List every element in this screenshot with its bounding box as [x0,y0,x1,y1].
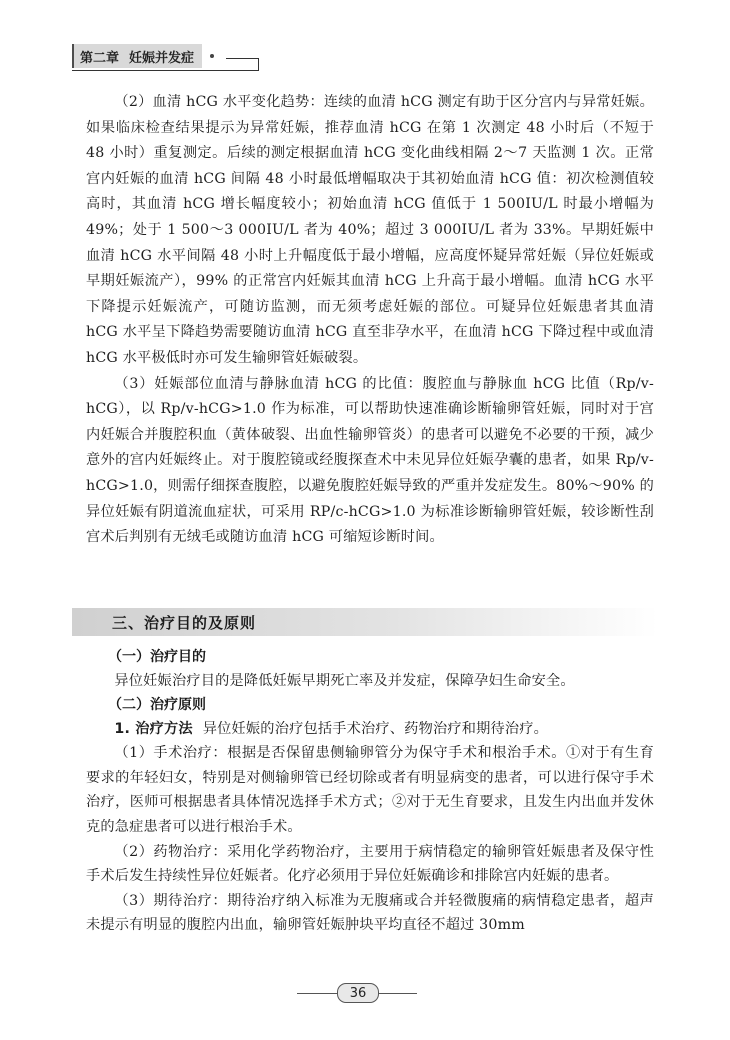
subheading-treatment-principle: （二）治疗原则 [108,696,206,713]
paragraph-treatment-goal: 异位妊娠治疗目的是降低妊娠早期死亡率及并发症，保障孕妇生命安全。 [114,673,575,689]
paragraph-hcg-ratio: （3）妊娠部位血清与静脉血清 hCG 的比值：腹腔血与静脉血 hCG 比值（Rp/v-hCG），以 Rp/v-hCG>1.0 作为标准，可以帮助快速准确诊断输卵管妊娠，同时对于宫内妊娠合并腹腔积血（黄体破裂、出血性输卵管炎）的患者可以避免不必要的干预，减少意外的宫内妊娠终止。对于腹腔镜或经腹探查术中未见异位妊娠孕囊的患者，如果 Rp/v-hCG>1.0，则需仔细探查腹腔，以避免腹腔妊娠导致的严重并发症发生。80%～90% 的异位妊娠有阴道流血症状，可采用 RP/c-hCG>1.0 为标准诊断输卵管妊娠，较诊断性刮宫术后判别有无绒毛或随访血清 hCG 可缩短诊断时间。 [86,375,654,546]
paragraph-surgical-treatment: （1）手术治疗：根据是否保留患侧输卵管分为保守手术和根治手术。①对于有生育要求的年轻妇女，特别是对侧输卵管已经切除或者有明显病变的患者，可以进行保守手术治疗，医师可根据患者具体情况选择手术方式；②对于无生育要求，且发生内出血并发休克的急症患者可以进行根治手术。 [86,745,654,835]
treatment-section [86,646,654,938]
paragraph-treatment-method [86,717,654,742]
paragraph-expectant-treatment: （3）期待治疗：期待治疗纳入标准为无腹痛或合并轻微腹痛的病情稳定患者，超声未提示有明显的腹腔内出血，输卵管妊娠肿块平均直径不超过 30mm [86,892,654,934]
treatment-method-text: 异位妊娠的治疗包括手术治疗、药物治疗和期待治疗。 [202,720,549,737]
paragraph-hcg-trend: （2）血清 hCG 水平变化趋势：连续的血清 hCG 测定有助于区分宫内与异常妊娠。如果临床检查结果提示为异常妊娠，推荐血清 hCG 在第 1 次测定 48 小时后（不短于 48 小时）重复测定。后续的测定根据血清 hCG 变化曲线相隔 2～7 天监测 1 次。正常宫内妊娠的血清 hCG 间隔 48 小时最低增幅取决于其初始血清 hCG 值：初次检测值较高时，其血清 hCG 增长幅度较小；初始血清 hCG 值低于 1 500IU/L 时最小增幅为 49%；处于 1 500～3 000IU/L 者为 40%；超过 3 000IU/L 者为 33%。早期妊娠中血清 hCG 水平间隔 48 小时上升幅度低于最小增幅，应高度怀疑异常妊娠（异位妊娠或早期妊娠流产），99% 的正常宫内妊娠其血清 hCG 上升高于最小增幅。血清 hCG 水平下降提示妊娠流产，可随访监测，而无须考虑妊娠的部位。可疑异位妊娠患者其血清 hCG 水平呈下降趋势需要随访血清 hCG 直至非孕水平，在血清 hCG 下降过程中或血清 hCG 水平极低时亦可发生输卵管妊娠破裂。 [86,94,654,366]
chapter-tag [72,44,202,68]
treatment-method-lead: 1. 治疗方法 [114,720,193,737]
header-rule [72,70,258,71]
section-title: 三、治疗目的及原则 [112,613,257,632]
chapter-label: 第二章 [80,50,120,66]
page-number: 36 [349,985,367,1001]
page-number-rule-left [297,993,337,994]
chapter-title: 妊娠并发症 [129,50,195,66]
page-number-rule-right [377,993,417,994]
body-text [86,90,654,551]
running-header [72,42,262,70]
header-rule-top [226,58,258,59]
subheading-treatment-goal: （一）治疗目的 [108,649,206,665]
section-heading-bar [72,608,658,636]
header-dot-ornament [210,54,214,58]
page-number-badge [337,983,379,1003]
paragraph-drug-treatment: （2）药物治疗：采用化学药物治疗，主要用于病情稳定的输卵管妊娠患者及保守性手术后发生持续性异位妊娠者。化疗必须用于异位妊娠确诊和排除宫内妊娠的患者。 [86,843,654,885]
header-rule-vertical [258,58,259,71]
